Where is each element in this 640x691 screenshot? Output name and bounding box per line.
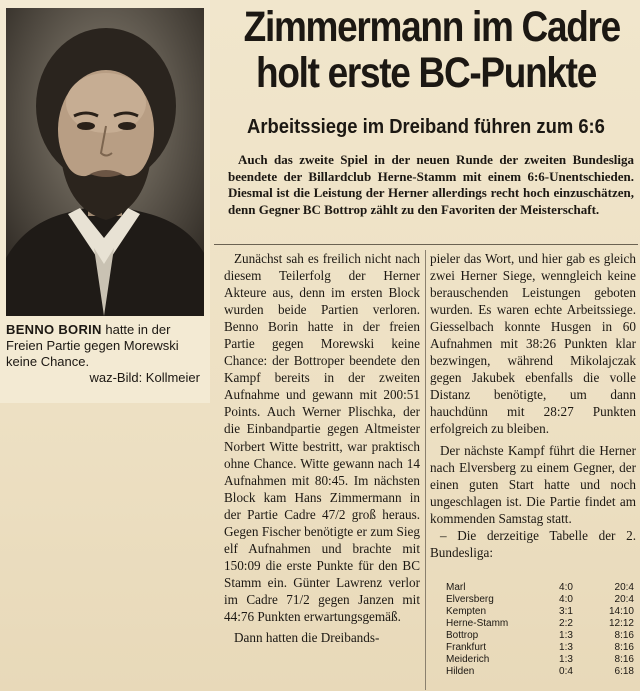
column-1-paragraph-2: Dann hatten die Dreibands- (234, 630, 380, 646)
team-points: 1:3 (559, 642, 573, 653)
team-score: 12:12 (608, 618, 634, 629)
article-column-1 (224, 250, 420, 646)
team-score: 8:16 (614, 642, 634, 653)
photo-caption (6, 322, 204, 386)
photo-panel (0, 0, 210, 403)
lead-paragraph (228, 152, 634, 218)
team-points: 3:1 (559, 606, 573, 617)
team-name: Hilden (446, 666, 475, 677)
team-points: 1:3 (559, 630, 573, 641)
team-name: Elversberg (446, 594, 494, 605)
table-row (446, 630, 634, 642)
team-name: Meiderich (446, 654, 490, 665)
table-row (446, 618, 634, 630)
photo-credit: waz-Bild: Kollmeier (89, 370, 200, 385)
team-name: Frankfurt (446, 642, 487, 653)
lead-text: Auch das zweite Spiel in der neuen Runde der zweiten Bundesliga beendete der Billardclub Herne-Stamm mit einem 6:6-Unentschieden. Diesmal ist die Leistung der Herner allerdings recht hoch einzuschätzen, denn Gegner BC Bottrop zählt zu den Favoriten der Meisterschaft. (228, 152, 634, 217)
caption-text: hatte in der Freien Partie gegen Morewski keine Chance. (6, 322, 179, 369)
article-column-2 (430, 250, 636, 561)
team-name: Marl (446, 582, 466, 593)
column-divider (425, 250, 426, 690)
team-points: 0:4 (559, 666, 573, 677)
portrait-photo (6, 8, 204, 316)
subheadline: Arbeitssiege im Dreiband führen zum 6:6 (247, 116, 605, 138)
team-points: 2:2 (559, 618, 573, 629)
team-score: 20:4 (614, 594, 634, 605)
team-name: Bottrop (446, 630, 479, 641)
team-points: 1:3 (559, 654, 573, 665)
team-score: 6:18 (614, 666, 634, 677)
headline-line-2: holt erste BC-Punkte (256, 49, 596, 97)
team-score: 8:16 (614, 630, 634, 641)
table-row (446, 582, 634, 594)
league-table (446, 582, 634, 678)
team-score: 20:4 (614, 582, 634, 593)
divider-rule (214, 244, 638, 245)
team-name: Herne-Stamm (446, 618, 509, 629)
column-2-paragraph-1: pieler das Wort, und hier gab es gleich zwei Herner Siege, wenngleich keine berauschenden Leistungen geboten wurden. Es waren echte Arbeitssiege. Giesselbach konnte Husgen in 60 Aufnahmen mit 38:26 Punkten klar bezwingen, während Mikolajczak gegen Jakubek ebenfalls die volle Distanz benötigte, um dann hauchdünn mit 28:27 Punkten erfolgreich zu bleiben. (430, 251, 636, 437)
table-row (446, 666, 634, 678)
team-score: 8:16 (614, 654, 634, 665)
team-points: 4:0 (559, 594, 573, 605)
portrait-illustration (6, 8, 204, 316)
team-score: 14:10 (608, 606, 634, 617)
headline (214, 4, 638, 96)
column-1-paragraph-1: Zunächst sah es freilich nicht nach diesem Teilerfolg der Herner Akteure aus, denn im ersten Block wurden beide Partien verloren. Benno Borin hatte in der freien Partie gegen Morewski keine Chance: der Bottroper beendete den Kampf bereits in der zweiten Aufnahme und gewann mit 200:51 Points. Auch Werner Plischka, der die Einbandpartie gegen Altmeister Norbert Witte bestritt, war praktisch ohne Chance. Witte gewann nach 14 Aufnahmen mit 80:45. Im nächsten Block kam Hans Zimmermann in der Partie Cadre 47/2 groß heraus. Gegen Fischer benötigte er zum Sieg elf Aufnahmen und brachte mit 150:09 die erste Punkte für den BC Stamm ein. Günter Lawrenz verlor im Cadre 71/2 gegen Janzen mit 44:76 Punkten erwartungsgemäß. (224, 251, 420, 624)
team-name: Kempten (446, 606, 487, 617)
headline-line-1: Zimmermann im Cadre (243, 3, 620, 51)
column-2-paragraph-3: – Die derzeitige Tabelle der 2. Bundesliga: (430, 527, 636, 560)
caption-name: BENNO BORIN (6, 322, 102, 337)
team-points: 4:0 (559, 582, 573, 593)
column-2-paragraph-2: Der nächste Kampf führt die Herner nach Elversberg zu einem Gegner, der einen guten Start hatte und noch ungeschlagen ist. Die Partie findet am kommenden Samstag statt. (430, 442, 636, 526)
table-row (446, 594, 634, 606)
table-row (446, 606, 634, 618)
table-row (446, 654, 634, 666)
table-row (446, 642, 634, 654)
